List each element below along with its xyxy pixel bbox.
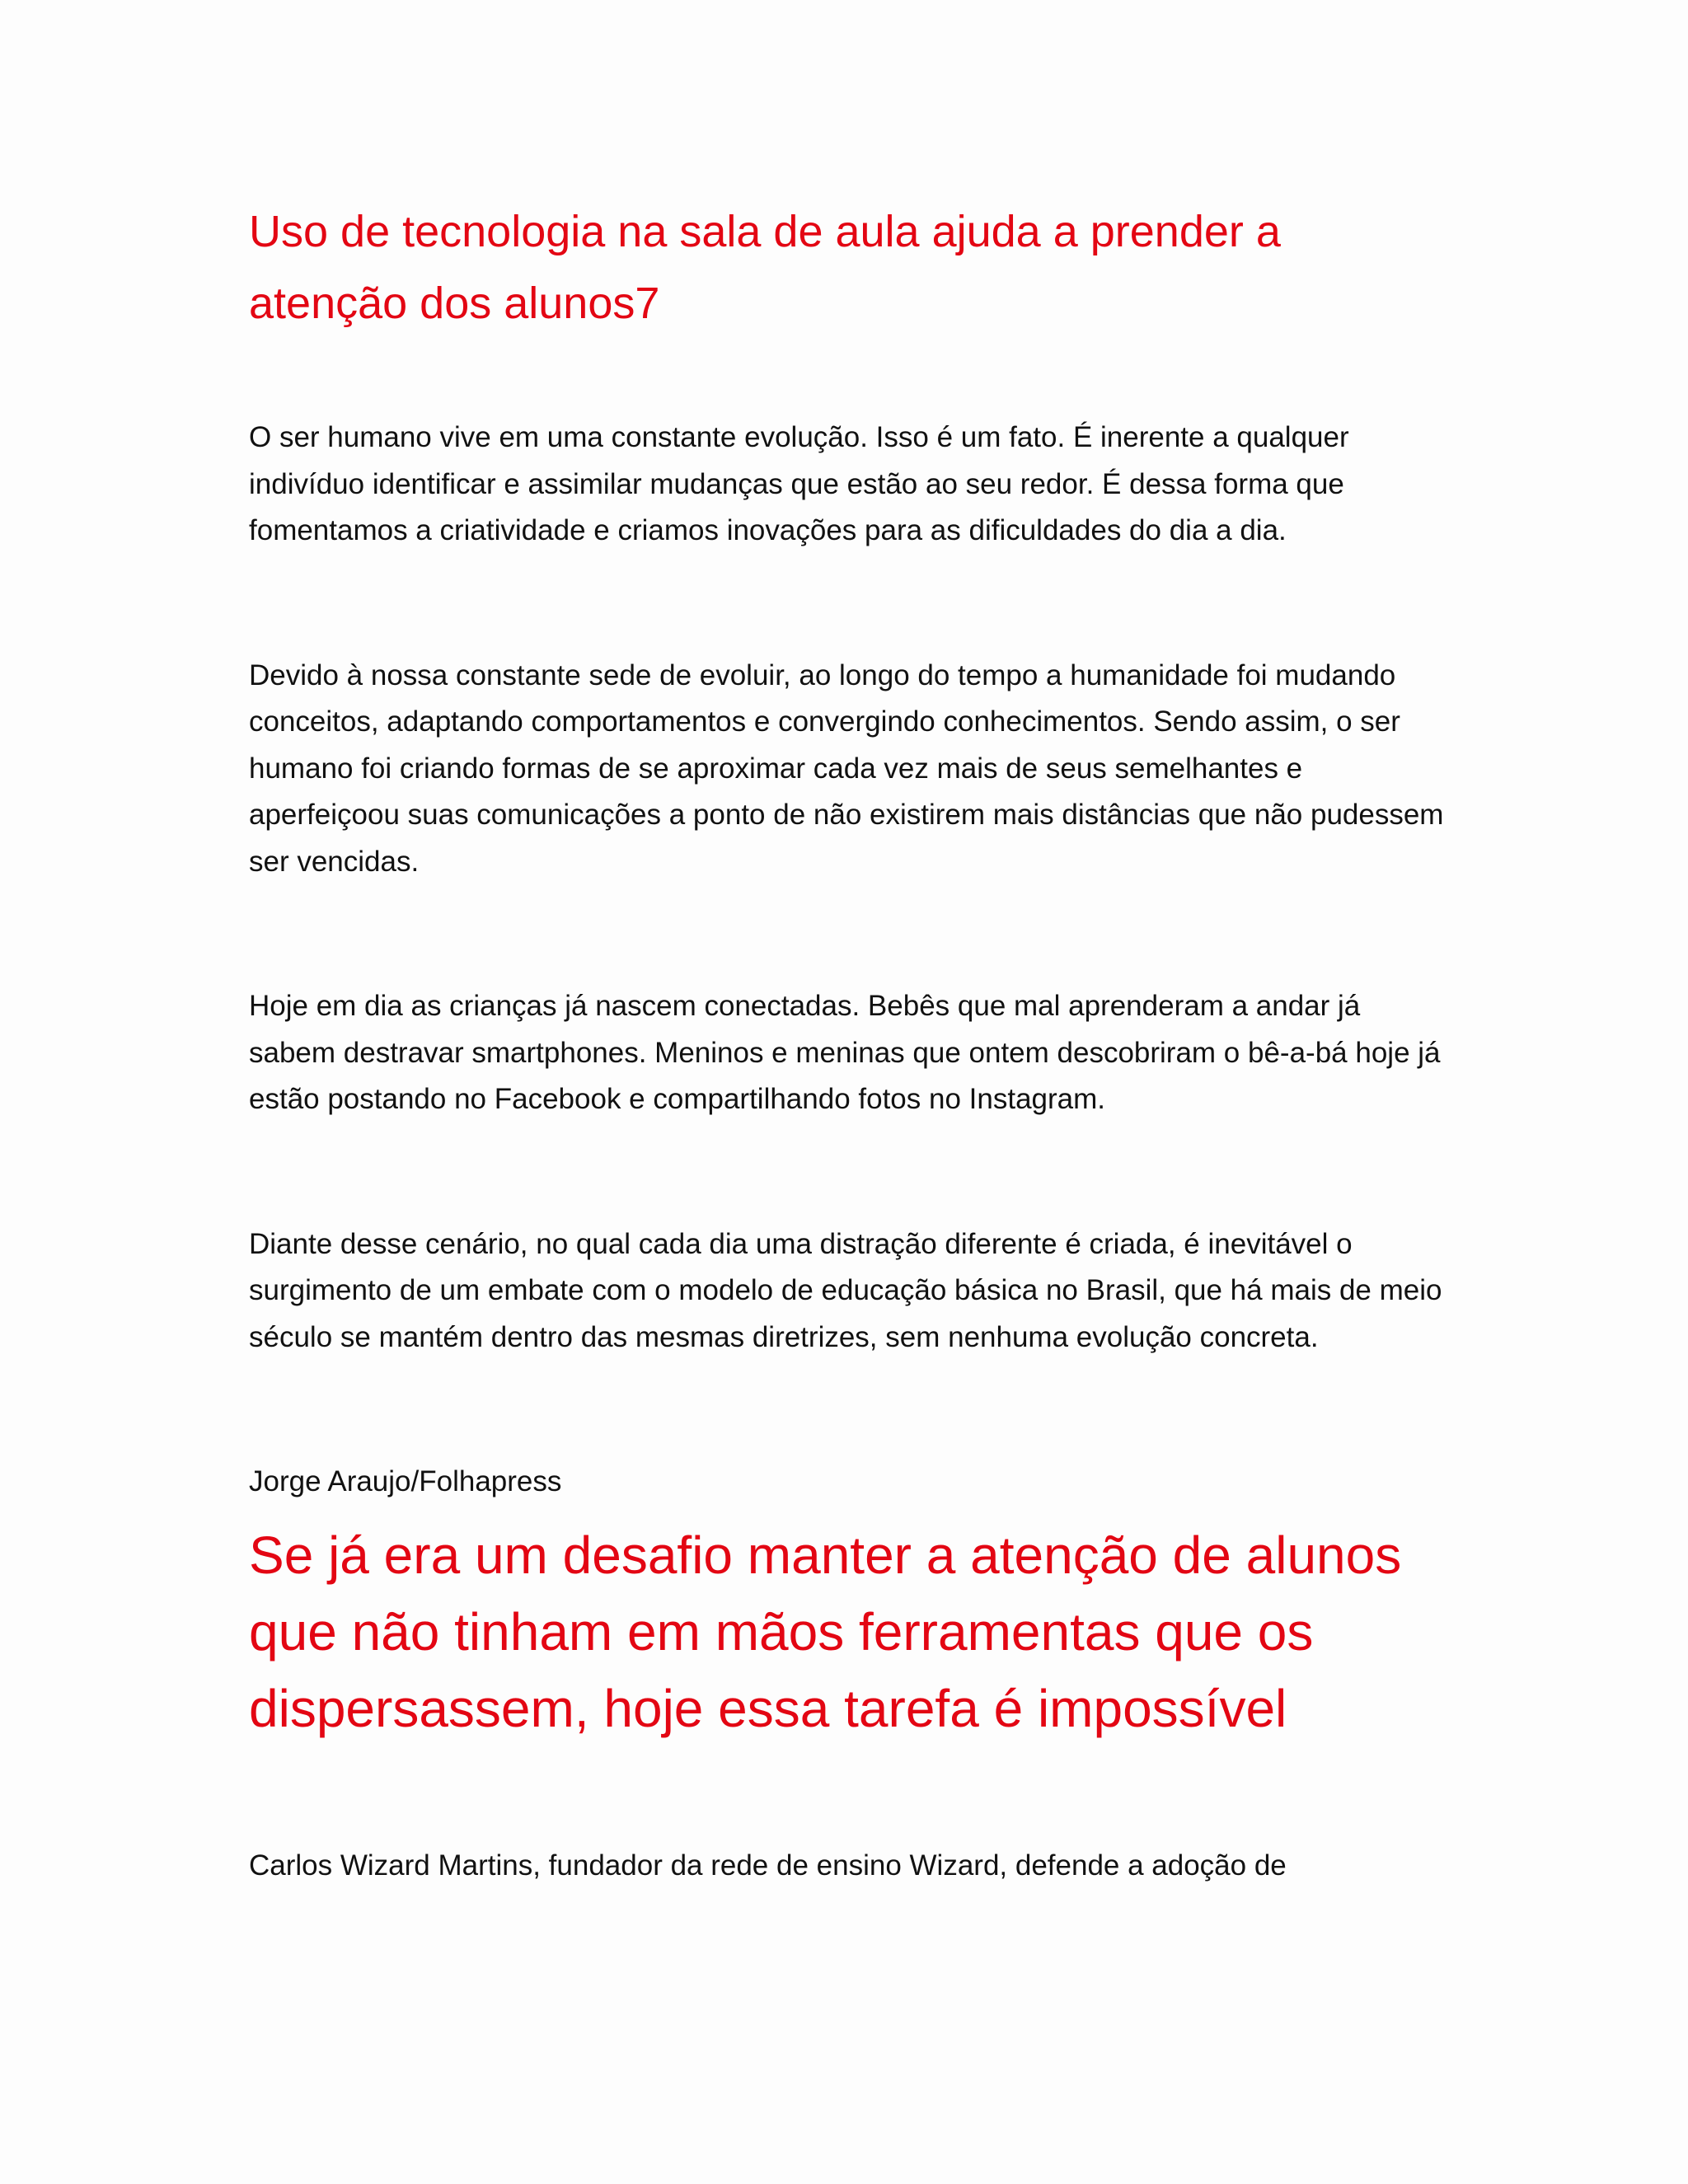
paragraph-3: Hoje em dia as crianças já nascem conectadas. Bebês que mal aprenderam a andar já sabem destravar smartphones. Meninos e meninas que ontem descobriram o bê-a-bá hoje já estão postando no Facebook e compartilhando fotos no Instagram. [249, 990, 1441, 1115]
paragraph-1: O ser humano vive em uma constante evolução. Isso é um fato. É inerente a qualquer indivíduo identificar e assimilar mudanças que estão ao seu redor. É dessa forma que fomentamos a criatividade e criamos inovações para as dificuldades do dia a dia. [249, 421, 1349, 546]
pull-quote: Se já era um desafio manter a atenção de alunos que não tinham em mãos ferramentas que os dispersassem, hoje essa tarefa é impossível [249, 1525, 1402, 1738]
paragraph-4: Diante desse cenário, no qual cada dia uma distração diferente é criada, é inevitável o surgimento de um embate com o modelo de educação básica no Brasil, que há mais de meio século se mantém dentro das mesmas diretrizes, sem nenhuma evolução concreta. [249, 1227, 1442, 1353]
closing-paragraph: Carlos Wizard Martins, fundador da rede de ensino Wizard, defende a adoção de [249, 1849, 1287, 1882]
article-body [249, 196, 1452, 1889]
photo-credit: Jorge Araujo/Folhapress [249, 1465, 562, 1497]
paragraph-2: Devido à nossa constante sede de evoluir, ao longo do tempo a humanidade foi mudando conceitos, adaptando comportamentos e convergindo conhecimentos. Sendo assim, o ser humano foi criando formas de se aproximar cada vez mais de seus semelhantes e aperfeiçoou suas comunicações a ponto de não existirem mais distâncias que não pudessem ser vencidas. [249, 658, 1444, 878]
article-title: Uso de tecnologia na sala de aula ajuda a prender a atenção dos alunos7 [249, 207, 1281, 328]
